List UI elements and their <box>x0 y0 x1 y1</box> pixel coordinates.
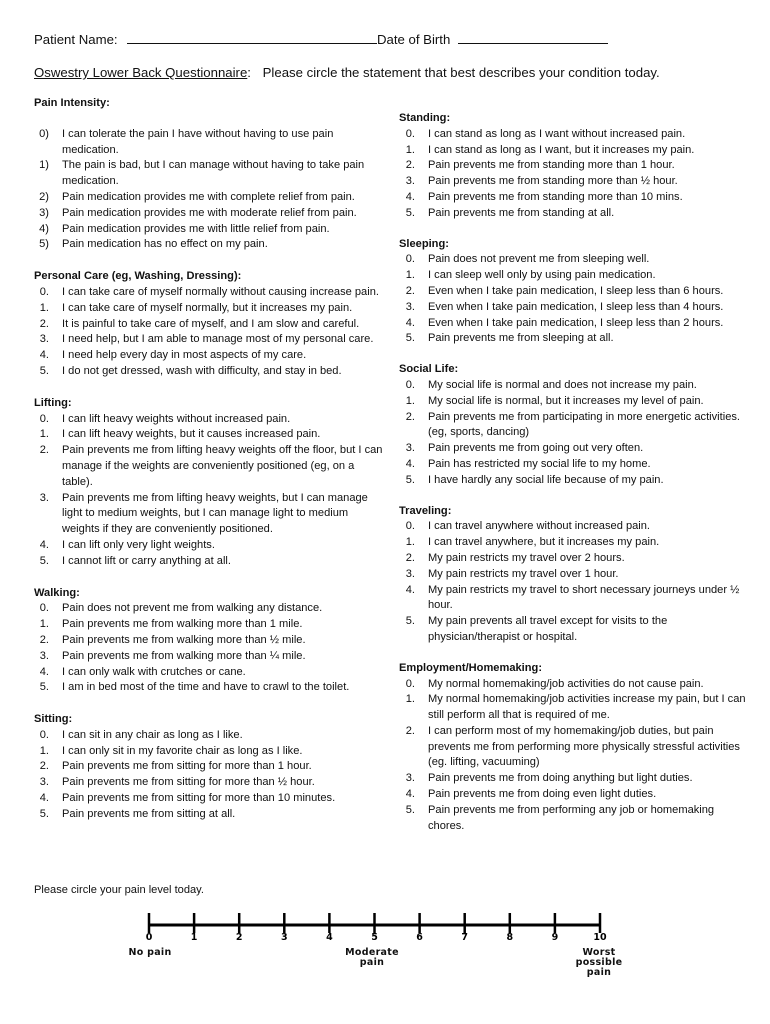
option-text: I can lift heavy weights, but it causes increased pain. <box>62 428 321 441</box>
answer-option[interactable] <box>34 348 384 364</box>
option-number: 0. <box>39 602 49 615</box>
option-number: 4) <box>39 222 49 235</box>
answer-option[interactable] <box>34 222 384 238</box>
option-number: 0. <box>405 520 415 533</box>
answer-option[interactable] <box>399 567 749 583</box>
option-text: Pain prevents me from sitting for more than 10 minutes. <box>62 792 336 805</box>
patient-name-row <box>34 32 377 47</box>
answer-option[interactable] <box>399 677 749 693</box>
option-text: I can travel anywhere without increased pain. <box>428 520 650 533</box>
answer-option[interactable] <box>34 443 384 490</box>
option-text: I can sleep well only by using pain medication. <box>428 269 656 282</box>
option-text: Pain medication provides me with little relief from pain. <box>62 222 330 235</box>
option-text: My pain restricts my travel over 1 hour. <box>428 567 619 580</box>
option-number: 3. <box>405 567 415 580</box>
option-number: 1. <box>405 269 415 282</box>
option-text: Pain medication provides me with complete relief from pain. <box>62 190 355 203</box>
answer-option[interactable] <box>399 316 749 332</box>
option-text: I cannot lift or carry anything at all. <box>62 554 231 567</box>
dob-field[interactable] <box>458 42 608 44</box>
pain-scale-prompt: Please circle your pain level today. <box>34 884 204 896</box>
answer-option[interactable] <box>399 535 749 551</box>
section-title: Walking: <box>34 586 80 599</box>
option-number: 2. <box>405 724 415 737</box>
answer-option[interactable] <box>34 332 384 348</box>
option-text: My pain restricts my travel to short necessary journeys under ½ hour. <box>428 583 740 612</box>
answer-option[interactable] <box>399 803 749 835</box>
patient-name-label: Patient Name: <box>34 32 118 47</box>
option-text: It is painful to take care of myself, and I am slow and careful. <box>62 317 360 330</box>
form-instruction: Please circle the statement that best describes your condition today. <box>262 65 660 80</box>
scale-number[interactable]: 9 <box>551 932 559 940</box>
option-number: 3. <box>39 776 49 789</box>
section-title: Sitting: <box>34 713 73 726</box>
section-title: Lifting: <box>34 396 72 409</box>
answer-option[interactable] <box>399 614 749 646</box>
option-number: 1) <box>39 159 49 172</box>
pain-scale-label-mid: Moderate pain <box>345 947 399 968</box>
answer-option[interactable] <box>34 649 384 665</box>
scale-number[interactable]: 5 <box>371 932 378 940</box>
option-number: 4. <box>405 316 415 329</box>
option-text: My normal homemaking/job activities increase my pain, but I can still perform all that is required of me. <box>428 693 746 722</box>
question-section <box>399 362 749 488</box>
option-number: 0) <box>39 127 49 140</box>
option-text: My social life is normal, but it increases my level of pain. <box>428 394 704 407</box>
answer-option[interactable] <box>34 759 384 775</box>
option-number: 0. <box>405 677 415 690</box>
answer-option[interactable] <box>399 300 749 316</box>
answer-option[interactable] <box>399 284 749 300</box>
option-text: My pain restricts my travel over 2 hours. <box>428 551 625 564</box>
option-text: Pain prevents me from standing at all. <box>428 206 615 219</box>
answer-option[interactable] <box>34 206 384 222</box>
option-number: 0. <box>405 253 415 266</box>
option-number: 5. <box>405 332 415 345</box>
option-text: Pain prevents me from lifting heavy weights, but I can manage light to medium weights, but I can manage light to medium weights if they are conveniently positioned. <box>62 491 368 536</box>
option-number: 4. <box>405 583 415 596</box>
option-number: 2. <box>405 284 415 297</box>
option-text: Pain prevents me from going out very often. <box>428 442 644 455</box>
pain-scale-numbers <box>146 932 607 940</box>
option-text: Pain prevents me from sitting for more than ½ hour. <box>62 776 315 789</box>
option-text: Pain has restricted my social life to my home. <box>428 457 651 470</box>
option-number: 4. <box>405 788 415 801</box>
option-text: I can only sit in my favorite chair as long as I like. <box>62 744 303 757</box>
question-section <box>399 237 749 348</box>
answer-option[interactable] <box>34 538 384 554</box>
option-text: Even when I take pain medication, I sleep less than 4 hours. <box>428 300 724 313</box>
option-number: 0. <box>39 285 49 298</box>
option-text: I can take care of myself normally, but it increases my pain. <box>62 301 353 314</box>
option-text: Pain does not prevent me from walking any distance. <box>62 602 323 615</box>
option-number: 2. <box>39 444 49 457</box>
option-text: I can tolerate the pain I have without having to use pain medication. <box>62 127 334 156</box>
option-number: 3. <box>39 333 49 346</box>
scale-number[interactable]: 4 <box>326 932 333 940</box>
option-number: 3. <box>39 649 49 662</box>
option-number: 1. <box>39 744 49 757</box>
option-number: 5. <box>405 206 415 219</box>
answer-option[interactable] <box>399 771 749 787</box>
option-number: 1. <box>39 301 49 314</box>
option-text: I need help every day in most aspects of my care. <box>62 349 307 362</box>
answer-option[interactable] <box>34 190 384 206</box>
form-subtitle: Oswestry Lower Back Questionnaire: Please circle the statement that best describes your condition today. <box>34 65 660 80</box>
answer-option[interactable] <box>399 268 749 284</box>
option-text: I need help, but I am able to manage most of my personal care. <box>62 333 374 346</box>
option-text: I can stand as long as I want, but it increases my pain. <box>428 143 695 156</box>
option-number: 0. <box>39 728 49 741</box>
option-number: 2. <box>405 159 415 172</box>
option-number: 4. <box>39 792 49 805</box>
question-section <box>399 661 749 835</box>
pain-scale[interactable] <box>140 906 610 940</box>
answer-option[interactable] <box>399 551 749 567</box>
option-number: 1. <box>405 693 415 706</box>
answer-option[interactable] <box>34 633 384 649</box>
question-section <box>34 269 384 380</box>
option-text: Pain prevents me from doing anything but light duties. <box>428 772 693 785</box>
option-text: My pain prevents all travel except for visits to the physician/therapist or hospital. <box>428 615 668 643</box>
option-number: 2) <box>39 190 49 203</box>
option-text: Pain prevents me from lifting heavy weights off the floor, but I can manage if the weights are conveniently positioned (eg, on a table). <box>62 444 383 488</box>
question-section <box>34 396 384 570</box>
answer-option[interactable] <box>399 441 749 457</box>
option-text: I am in bed most of the time and have to crawl to the toilet. <box>62 681 350 694</box>
option-text: My social life is normal and does not increase my pain. <box>428 378 697 391</box>
answer-option[interactable] <box>399 787 749 803</box>
option-text: The pain is bad, but I can manage without having to take pain medication. <box>62 159 365 188</box>
option-text: I can take care of myself normally without causing increase pain. <box>62 285 379 298</box>
option-text: I can perform most of my homemaking/job duties, but pain prevents me from performing more physically stressful activities (eg. lifting, vacuuming) <box>428 724 740 769</box>
option-number: 2. <box>39 317 49 330</box>
answer-option[interactable] <box>399 457 749 473</box>
option-text: Pain prevents me from standing more than 10 mins. <box>428 190 683 203</box>
option-number: 5. <box>39 807 49 820</box>
option-number: 0. <box>405 378 415 391</box>
option-number: 2. <box>39 760 49 773</box>
option-text: Pain prevents me from walking more than 1 mile. <box>62 618 303 631</box>
section-title: Social Life: <box>399 363 459 376</box>
option-text: I can travel anywhere, but it increases my pain. <box>428 536 660 549</box>
section-title: Traveling: <box>399 504 452 517</box>
answer-option[interactable] <box>399 331 749 347</box>
option-number: 5. <box>405 615 415 628</box>
option-text: Pain prevents me from standing more than 1 hour. <box>428 159 675 172</box>
option-text: Even when I take pain medication, I sleep less than 2 hours. <box>428 316 724 329</box>
option-number: 2. <box>39 633 49 646</box>
option-text: Pain prevents me from doing even light duties. <box>428 788 657 801</box>
question-section <box>34 712 384 823</box>
option-text: I do not get dressed, wash with difficulty, and stay in bed. <box>62 364 342 377</box>
option-number: 4. <box>39 349 49 362</box>
option-text: Pain prevents me from participating in more energetic activities. (eg, sports, dancing) <box>428 410 740 439</box>
option-text: Pain does not prevent me from sleeping well. <box>428 253 650 266</box>
option-number: 4. <box>405 457 415 470</box>
option-number: 5. <box>405 803 415 816</box>
section-title: Pain Intensity: <box>34 97 110 109</box>
option-number: 5. <box>39 681 49 694</box>
answer-option[interactable] <box>399 394 749 410</box>
answer-option[interactable] <box>34 807 384 823</box>
option-text: Pain prevents me from sleeping at all. <box>428 332 614 345</box>
dob-label: Date of Birth <box>377 32 451 47</box>
section-title: Employment/Homemaking: <box>399 661 543 674</box>
answer-option[interactable] <box>399 158 749 174</box>
answer-option[interactable] <box>34 427 384 443</box>
option-text: Pain prevents me from sitting for more than 1 hour. <box>62 760 312 773</box>
pain-scale-label-max: Worst possible pain <box>575 947 623 978</box>
question-section <box>34 586 384 697</box>
option-number: 5. <box>39 554 49 567</box>
scale-number[interactable]: 1 <box>190 932 198 940</box>
answer-option[interactable] <box>399 410 749 442</box>
patient-name-field[interactable] <box>127 42 377 44</box>
option-number: 3) <box>39 206 49 219</box>
answer-option[interactable] <box>34 665 384 681</box>
answer-option[interactable] <box>34 728 384 744</box>
option-number: 5. <box>405 473 415 486</box>
answer-option[interactable] <box>34 617 384 633</box>
section-title: Sleeping: <box>399 237 449 250</box>
scale-number[interactable]: 7 <box>461 932 469 940</box>
question-section <box>34 96 384 253</box>
option-number: 1. <box>405 143 415 156</box>
scale-number[interactable]: 2 <box>235 932 243 940</box>
option-text: Pain prevents me from performing any job or homemaking chores. <box>428 803 715 832</box>
option-number: 3. <box>405 300 415 313</box>
scale-number[interactable]: 8 <box>506 932 514 940</box>
answer-option[interactable] <box>399 473 749 489</box>
option-number: 2. <box>405 410 415 423</box>
option-number: 5) <box>39 238 49 251</box>
answer-option[interactable] <box>34 317 384 333</box>
option-text: I can only walk with crutches or cane. <box>62 665 246 678</box>
option-text: I can lift heavy weights without increased pain. <box>62 412 291 425</box>
option-number: 0. <box>405 127 415 140</box>
left-column <box>34 96 384 823</box>
option-text: Pain prevents me from walking more than ¼ mile. <box>62 649 306 662</box>
answer-option[interactable] <box>34 775 384 791</box>
pain-scale-label-min: No pain <box>128 947 172 958</box>
answer-option[interactable] <box>34 285 384 301</box>
pain-scale-ticks <box>149 913 600 933</box>
answer-option[interactable] <box>399 583 749 615</box>
answer-option[interactable] <box>399 519 749 535</box>
answer-option[interactable] <box>34 744 384 760</box>
answer-option[interactable] <box>399 724 749 771</box>
option-text: I can sit in any chair as long as I like. <box>62 728 243 741</box>
option-text: I can lift only very light weights. <box>62 538 215 551</box>
answer-option[interactable] <box>399 190 749 206</box>
answer-option[interactable] <box>399 127 749 143</box>
option-number: 0. <box>39 412 49 425</box>
scale-number[interactable]: 10 <box>593 932 607 940</box>
answer-option[interactable] <box>34 412 384 428</box>
answer-option[interactable] <box>399 692 749 724</box>
answer-option[interactable] <box>34 491 384 538</box>
scale-number[interactable]: 0 <box>145 932 153 940</box>
option-number: 3. <box>39 491 49 504</box>
answer-option[interactable] <box>399 378 749 394</box>
answer-option[interactable] <box>399 252 749 268</box>
option-text: Pain prevents me from standing more than ½ hour. <box>428 175 678 188</box>
option-text: Even when I take pain medication, I sleep less than 6 hours. <box>428 284 724 297</box>
option-number: 4. <box>39 665 49 678</box>
answer-option[interactable] <box>34 158 384 190</box>
section-title: Standing: <box>399 112 451 124</box>
option-text: My normal homemaking/job activities do not cause pain. <box>428 677 704 690</box>
option-number: 4. <box>39 538 49 551</box>
section-title: Personal Care (eg, Washing, Dressing): <box>34 270 242 283</box>
right-column <box>399 111 749 834</box>
option-number: 3. <box>405 442 415 455</box>
form-title: Oswestry Lower Back Questionnaire <box>34 65 248 80</box>
question-section <box>399 504 749 646</box>
answer-option[interactable] <box>399 143 749 159</box>
option-text: Pain prevents me from walking more than ½ mile. <box>62 633 306 646</box>
option-number: 1. <box>405 536 415 549</box>
answer-option[interactable] <box>34 127 384 159</box>
option-number: 3. <box>405 175 415 188</box>
option-number: 3. <box>405 772 415 785</box>
scale-number[interactable]: 3 <box>280 932 288 940</box>
dob-row <box>377 32 608 47</box>
option-number: 1. <box>39 618 49 631</box>
answer-option[interactable] <box>399 174 749 190</box>
answer-option[interactable] <box>399 206 749 222</box>
answer-option[interactable] <box>34 791 384 807</box>
option-text: I can stand as long as I want without increased pain. <box>428 127 686 140</box>
answer-option[interactable] <box>34 364 384 380</box>
option-text: Pain prevents me from sitting at all. <box>62 807 236 820</box>
answer-option[interactable] <box>34 601 384 617</box>
option-number: 4. <box>405 190 415 203</box>
question-section <box>399 111 749 222</box>
answer-option[interactable] <box>34 237 384 253</box>
option-number: 1. <box>39 428 49 441</box>
answer-option[interactable] <box>34 301 384 317</box>
option-number: 1. <box>405 394 415 407</box>
option-text: Pain medication has no effect on my pain. <box>62 238 268 251</box>
option-text: Pain medication provides me with moderate relief from pain. <box>62 206 357 219</box>
answer-option[interactable] <box>34 680 384 696</box>
scale-number[interactable]: 6 <box>416 932 423 940</box>
option-number: 2. <box>405 551 415 564</box>
option-text: I have hardly any social life because of my pain. <box>428 473 664 486</box>
answer-option[interactable] <box>34 554 384 570</box>
option-number: 5. <box>39 364 49 377</box>
